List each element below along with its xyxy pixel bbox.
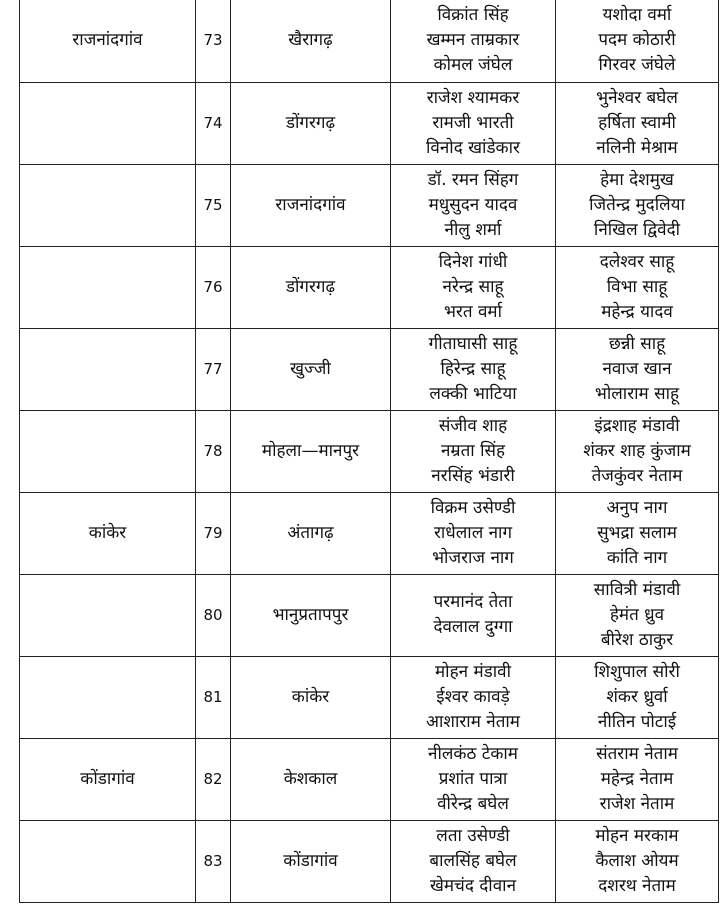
- constituency-number: 83: [196, 820, 231, 902]
- constituency-number: 74: [196, 82, 231, 164]
- candidate-name: दलेश्वर साहू: [599, 251, 675, 272]
- constituency-name: केशकाल: [231, 738, 391, 820]
- candidate-name: शिशुपाल सोरी: [594, 661, 680, 682]
- candidate-list-b: [556, 246, 719, 328]
- table-row: [20, 492, 719, 574]
- candidate-list-b: [556, 656, 719, 738]
- district-cell: [20, 82, 196, 164]
- candidate-name: भरत वर्मा: [443, 301, 503, 322]
- candidate-list-b: [556, 82, 719, 164]
- candidate-name: यशोदा वर्मा: [602, 5, 672, 26]
- candidate-name: डॉ. रमन सिंहग: [427, 169, 519, 190]
- candidate-name: हेमंत ध्रुव: [609, 604, 665, 625]
- constituency-number: 78: [196, 410, 231, 492]
- candidate-name: लता उसेण्डी: [436, 825, 510, 846]
- candidate-name: नम्रता सिंह: [440, 440, 506, 461]
- district-cell: [20, 656, 196, 738]
- candidate-name: खम्मन ताम्रकार: [426, 30, 520, 51]
- candidate-name: लक्की भाटिया: [429, 383, 517, 404]
- constituency-number: 73: [196, 0, 231, 82]
- table-row: [20, 82, 719, 164]
- candidate-name: राधेलाल नाग: [433, 522, 513, 543]
- table-row: [20, 820, 719, 902]
- candidate-table: [19, 0, 719, 903]
- constituency-name: मोहला—मानपुर: [231, 410, 391, 492]
- candidate-list-a: [391, 492, 556, 574]
- candidate-name: कैलाश ओयम: [595, 850, 679, 871]
- district-cell: [20, 246, 196, 328]
- candidate-name: खेमचंद दीवान: [429, 875, 517, 896]
- candidate-name: परमानंद तेता: [433, 592, 513, 612]
- candidate-name: गिरवर जंघेले: [598, 55, 676, 76]
- candidate-name: जितेन्द्र मुदलिया: [589, 194, 685, 215]
- district-cell: [20, 328, 196, 410]
- constituency-number: 77: [196, 328, 231, 410]
- district-cell: राजनांदगांव: [20, 0, 196, 82]
- candidate-name: महेन्द्र यादव: [601, 301, 673, 322]
- constituency-number: 79: [196, 492, 231, 574]
- constituency-number: 75: [196, 164, 231, 246]
- table-row: [20, 164, 719, 246]
- candidate-list-b: [556, 328, 719, 410]
- candidate-name: राजेश नेताम: [599, 793, 675, 814]
- candidate-name: महेन्द्र नेताम: [600, 768, 674, 789]
- candidate-name: नरसिंह भंडारी: [431, 465, 515, 486]
- candidate-name: राजेश श्यामकर: [426, 87, 520, 108]
- constituency-name: अंतागढ़: [231, 492, 391, 574]
- candidate-name: शंकर शाह कुंजाम: [583, 440, 691, 461]
- candidate-name: गीताघासी साहू: [428, 333, 518, 354]
- candidate-name: हर्षिता स्वामी: [598, 112, 676, 133]
- district-cell: [20, 164, 196, 246]
- candidate-name: अनुप नाग: [606, 497, 668, 518]
- district-cell: [20, 410, 196, 492]
- table-row: [20, 656, 719, 738]
- constituency-number: 81: [196, 656, 231, 738]
- candidate-name: इंद्रशाह मंडावी: [594, 415, 680, 436]
- candidate-list-b: [556, 164, 719, 246]
- candidate-name: संतराम नेताम: [596, 743, 678, 764]
- candidate-name: पदम कोठारी: [598, 30, 676, 51]
- candidate-name: बालसिंह बघेल: [429, 850, 517, 871]
- candidate-name: नरेन्द्र साहू: [442, 276, 504, 297]
- candidate-name: विभा साहू: [606, 276, 668, 297]
- constituency-name: खैरागढ़: [231, 0, 391, 82]
- candidate-name: आशाराम नेताम: [426, 711, 520, 732]
- candidate-name: मधुसुदन यादव: [428, 194, 518, 215]
- candidate-name: तेजकुंवर नेताम: [591, 465, 683, 486]
- table-row: [20, 0, 719, 82]
- constituency-name: डोंगरगढ़: [231, 82, 391, 164]
- candidate-list-b: [556, 738, 719, 820]
- candidate-list-a: [391, 246, 556, 328]
- candidate-name: कांति नाग: [606, 547, 668, 568]
- constituency-name: खुज्जी: [231, 328, 391, 410]
- candidate-list-a: [391, 656, 556, 738]
- candidate-name: सावित्री मंडावी: [593, 579, 681, 600]
- candidate-name: विनोद खांडेकार: [426, 137, 520, 158]
- constituency-number: 80: [196, 574, 231, 656]
- candidate-name: प्रशांत पात्रा: [438, 768, 508, 789]
- candidate-list-a: [391, 738, 556, 820]
- candidate-name: दिनेश गांधी: [438, 251, 508, 272]
- candidate-name: नलिनी मेश्राम: [596, 137, 678, 158]
- candidate-list-b: [556, 410, 719, 492]
- constituency-name: भानुप्रतापपुर: [231, 574, 391, 656]
- candidate-name: निखिल द्विवेदी: [593, 219, 681, 240]
- candidate-name: ईश्वर कावड़े: [436, 686, 510, 707]
- candidate-name: छन्नी साहू: [608, 333, 666, 354]
- candidate-name: विक्रम उसेण्डी: [430, 497, 516, 518]
- candidate-name: दशरथ नेताम: [598, 875, 676, 896]
- candidate-name: सुभद्रा सलाम: [597, 522, 677, 543]
- constituency-name: कांकेर: [231, 656, 391, 738]
- candidate-list-b: [556, 492, 719, 574]
- candidate-list-a: [391, 820, 556, 902]
- candidate-list-a: [391, 328, 556, 410]
- candidate-name: नीलकंठ टेकाम: [428, 743, 518, 764]
- candidate-list-a: [391, 410, 556, 492]
- candidate-name: भोलाराम साहू: [594, 383, 680, 404]
- district-cell: कांकेर: [20, 492, 196, 574]
- district-cell: [20, 574, 196, 656]
- candidate-name: हेमा देशमुख: [600, 169, 674, 190]
- candidate-name: कोमल जंघेल: [433, 55, 513, 76]
- candidate-name: बीरेश ठाकुर: [600, 629, 674, 650]
- candidate-name: संजीव शाह: [438, 415, 508, 436]
- constituency-number: 82: [196, 738, 231, 820]
- candidate-name: वीरेन्द्र बघेल: [437, 793, 509, 814]
- candidate-list-a: [391, 0, 556, 82]
- table-row: [20, 328, 719, 410]
- table-row: [20, 738, 719, 820]
- table-row: [20, 246, 719, 328]
- candidate-list-a: [391, 82, 556, 164]
- candidate-name: विक्रांत सिंह: [437, 5, 509, 26]
- candidate-name: भुनेश्वर बघेल: [596, 87, 678, 108]
- constituency-name: डोंगरगढ़: [231, 246, 391, 328]
- table-row: [20, 410, 719, 492]
- candidate-name: मोहन मंडावी: [435, 661, 511, 682]
- candidate-name: नवाज खान: [602, 358, 672, 379]
- candidate-name: नीलु शर्मा: [444, 219, 502, 240]
- constituency-number: 76: [196, 246, 231, 328]
- candidate-name: मोहन मरकाम: [595, 825, 679, 846]
- candidate-name: भोजराज नाग: [432, 547, 514, 568]
- table-row: [20, 574, 719, 656]
- candidate-name: शंकर ध्रुर्वा: [606, 686, 668, 707]
- table-body: [20, 0, 719, 902]
- candidate-name: रामजी भारती: [432, 112, 514, 133]
- candidate-name: देवलाल दुग्गा: [433, 617, 513, 637]
- candidate-list-a: [391, 574, 556, 656]
- constituency-name: राजनांदगांव: [231, 164, 391, 246]
- candidate-name: हिरेन्द्र साहू: [440, 358, 506, 379]
- candidate-list-b: [556, 820, 719, 902]
- candidate-name: नीतिन पोटाई: [597, 711, 677, 732]
- candidate-list-b: [556, 574, 719, 656]
- candidate-list-a: [391, 164, 556, 246]
- candidate-list-b: [556, 0, 719, 82]
- district-cell: [20, 820, 196, 902]
- district-cell: कोंडागांव: [20, 738, 196, 820]
- constituency-name: कोंडागांव: [231, 820, 391, 902]
